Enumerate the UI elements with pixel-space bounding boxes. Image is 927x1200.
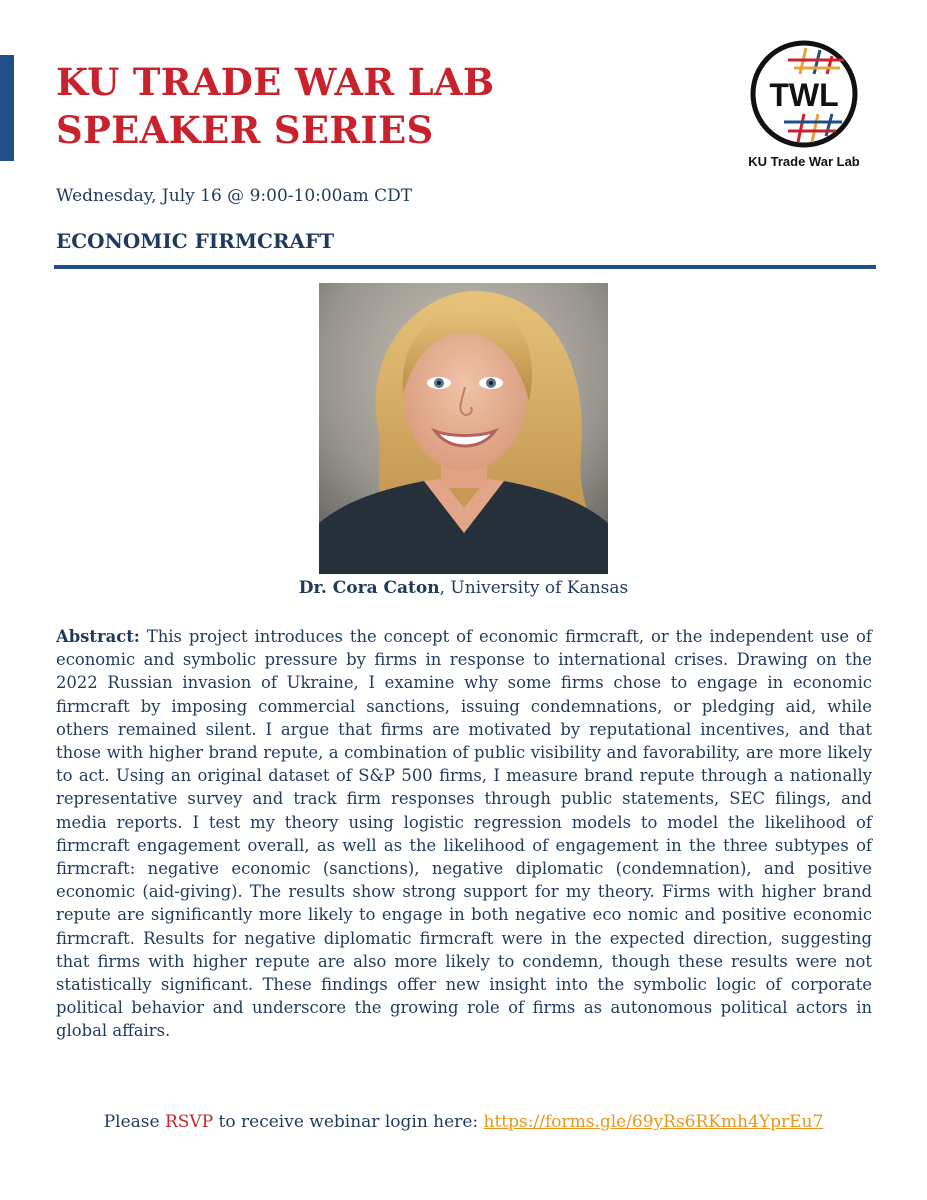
abstract-label: Abstract: [56, 627, 140, 646]
accent-bar [0, 55, 14, 161]
divider [54, 265, 876, 269]
speaker-portrait-icon [319, 283, 608, 574]
abstract [56, 625, 872, 1043]
logo-caption: KU Trade War Lab [748, 154, 860, 169]
rsvp-keyword: RSVP [164, 1112, 214, 1132]
abstract-text: This project introduces the concept of economic firmcraft, or the independent use of economic and symbolic pressure by firms in response to international crises. Drawing on the 2022 Russian invasion of Ukraine, I examine why some firms chose to engage in economic firmcraft by imposing commercial sanctions, issuing condemnations, or pledging aid, while others remained silent. I argue that firms are motivated by reputational incentives, and that those with higher brand repute, a combination of public visibility and favorability, are more likely to act. Using an original dataset of S&P 500 firms, I measure brand repute through a nationally representative survey and track firm responses through public statements, SEC filings, and media reports. I test my theory using logistic regression models to model the likelihood of firmcraft engagement overall, as well as the likelihood of engagement in the three subtypes of firmcraft: negative economic (sanctions), negative diplomatic (condemnation), and positive economic (aid-giving). The results show strong support for my theory. Firms with higher brand repute are significantly more likely to engage in both negative eco nomic and positive economic firmcraft. Results for negative diplomatic firmcraft were in the expected direction, suggesting that firms with higher repute are also more likely to condemn, though these results were not statistically significant. These findings offer new insight into the symbolic logic of corporate political behavior and underscore the growing role of firms as autonomous political actors in global affairs. [56, 627, 872, 1041]
speaker-caption [0, 578, 927, 598]
rsvp-line [0, 1112, 927, 1132]
twl-logo-icon [748, 38, 860, 150]
twl-logo [748, 38, 860, 169]
event-datetime: Wednesday, July 16 @ 9:00-10:00am CDT [56, 186, 413, 206]
rsvp-link[interactable]: https://forms.gle/69yRs6RKmh4YprEu7 [483, 1112, 824, 1132]
page-title [56, 58, 494, 154]
rsvp-prefix: Please [103, 1112, 165, 1132]
speaker-photo [319, 283, 608, 574]
speaker-name: Dr. Cora Caton [298, 578, 440, 598]
twl-logo-letters: TWL [769, 77, 839, 113]
speaker-affiliation: , University of Kansas [439, 578, 629, 598]
rsvp-middle: to receive webinar login here: [213, 1112, 484, 1132]
title-line-2: SPEAKER SERIES [56, 108, 434, 152]
title-line-1: KU TRADE WAR LAB [56, 60, 495, 104]
talk-title: ECONOMIC FIRMCRAFT [56, 229, 335, 253]
